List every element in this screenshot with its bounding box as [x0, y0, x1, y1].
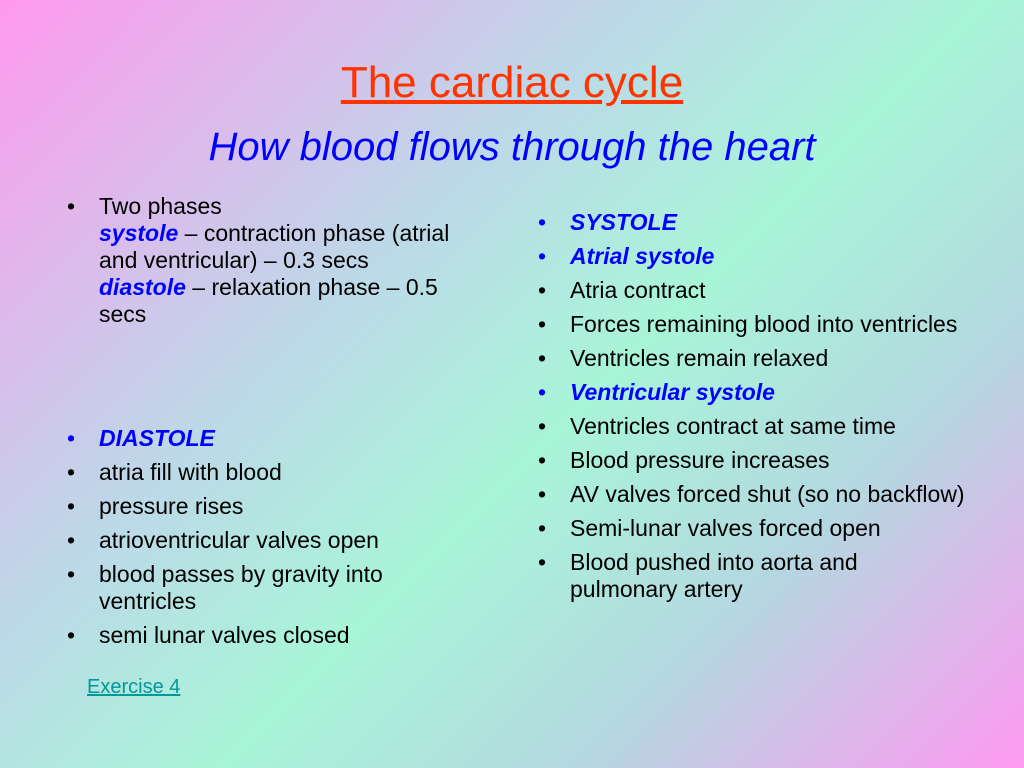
- systole-list-item: [531, 209, 971, 236]
- systole-list-item: [531, 481, 971, 508]
- systole-list-item-text: Atrial systole: [570, 243, 715, 269]
- systole-list-item: [531, 277, 971, 304]
- systole-list-item-text: Atria contract: [570, 277, 706, 303]
- diastole-list-item: [60, 622, 480, 649]
- diastole-term: diastole: [99, 274, 186, 300]
- systole-list-item: [531, 379, 971, 406]
- diastole-list-item-text: DIASTOLE: [99, 425, 215, 451]
- diastole-list-item: [60, 459, 480, 486]
- diastole-list-item-text: atria fill with blood: [99, 459, 282, 485]
- systole-list-item-text: AV valves forced shut (so no backflow): [570, 481, 965, 507]
- systole-list-item: [531, 311, 971, 338]
- systole-list-item-text: Blood pressure increases: [570, 447, 830, 473]
- systole-term: systole: [99, 220, 179, 246]
- diastole-list-item-text: pressure rises: [99, 493, 244, 519]
- systole-definition: [99, 220, 480, 274]
- systole-list-item-text: Ventricles contract at same time: [570, 413, 896, 439]
- diastole-list-item: [60, 493, 480, 520]
- systole-list: [531, 209, 971, 610]
- systole-list-item: [531, 413, 971, 440]
- systole-list-item: [531, 345, 971, 372]
- diastole-definition: [99, 274, 480, 328]
- left-intro-list: [60, 193, 480, 335]
- diastole-list-item-text: semi lunar valves closed: [99, 622, 350, 648]
- diastole-description: – relaxation phase – 0.5 secs: [99, 274, 438, 327]
- systole-list-item-text: Ventricular systole: [570, 379, 775, 405]
- systole-list-item-text: Blood pushed into aorta and pulmonary artery: [570, 549, 858, 602]
- diastole-list-item: [60, 527, 480, 554]
- slide-title: The cardiac cycle: [340, 58, 684, 107]
- systole-description: – contraction phase (atrial and ventricular) – 0.3 secs: [99, 220, 450, 273]
- systole-list-item: [531, 549, 971, 603]
- systole-list-item: [531, 243, 971, 270]
- diastole-list: [60, 425, 480, 656]
- systole-list-item-text: Ventricles remain relaxed: [570, 345, 829, 371]
- diastole-list-item: [60, 561, 480, 615]
- phases-item: [60, 193, 480, 328]
- diastole-list-item: [60, 425, 480, 452]
- systole-list-item-text: SYSTOLE: [570, 209, 677, 235]
- slide-subtitle: How blood flows through the heart: [208, 125, 816, 169]
- systole-list-item: [531, 515, 971, 542]
- exercise-link[interactable]: Exercise 4: [87, 676, 181, 698]
- diastole-list-item-text: atrioventricular valves open: [99, 527, 379, 553]
- systole-list-item-text: Semi-lunar valves forced open: [570, 515, 881, 541]
- systole-list-item: [531, 447, 971, 474]
- phases-heading: • Two phases: [99, 193, 222, 219]
- systole-list-item-text: Forces remaining blood into ventricles: [570, 311, 958, 337]
- diastole-list-item-text: blood passes by gravity into ventricles: [99, 561, 383, 614]
